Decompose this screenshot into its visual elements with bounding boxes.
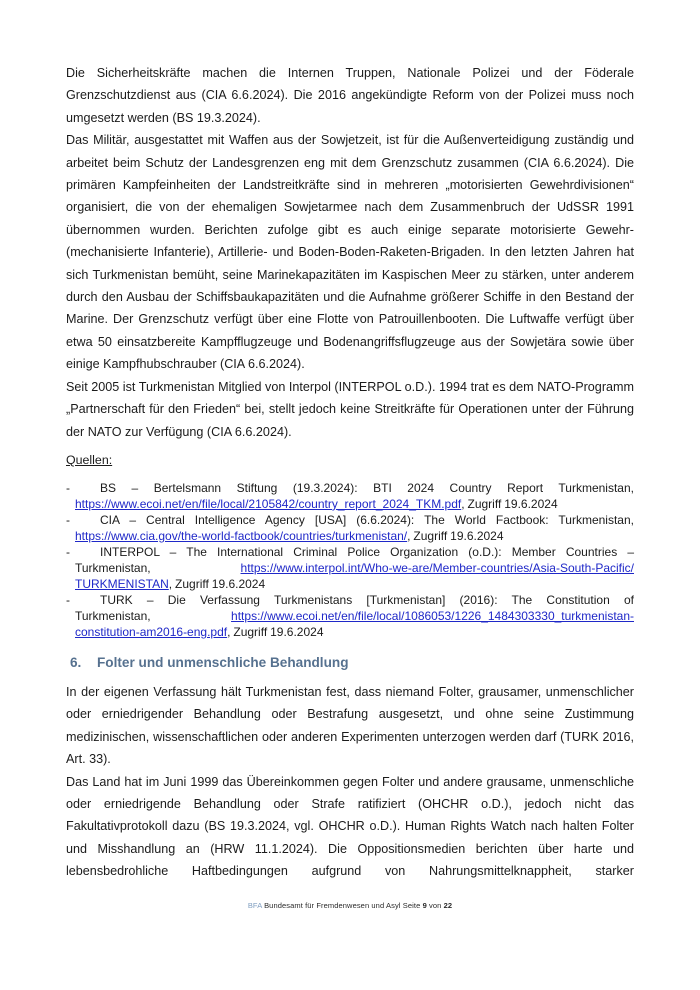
footer-brand-logo: BFA <box>247 901 262 910</box>
paragraph: Das Militär, ausgestattet mit Waffen aus der Sowjetzeit, ist für die Außenverteidigung zuständig und arbeitet beim Schutz der Landesgrenzen eng mit dem Grenzschutz zusammen (CIA 6.6.2024). Die primären Kampfeinheiten der Landstreitkräfte sind in mehreren „motorisierten Gewehrdivisionen“ organisiert, die von der ehemaligen Sowjetarmee nach dem Zusammenbruch der UdSSR 1991 übernommen wurden. Berichten zufolge gibt es auch einige separate motorisierte Gewehr- (mechanisierte Infanterie), Artillerie- und Boden-Boden-Raketen-Brigaden. In den letzten Jahren hat sich Turkmenistan bemüht, seine Marinekapazitäten im Kaspischen Meer zu stärken, unter anderem durch den Ausbau der Schiffsbaukapazitäten und die Aufnahme größerer Schiffe in den Bestand der Marine. Der Grenzschutz verfügt über eine Flotte von Patrouillenbooten. Die Luftwaffe verfügt über etwa 50 einsatzbereite Kampfflugzeuge und Bodenangriffsflugzeuge aus der Sowjetära sowie über einige Kampfhubschrauber (CIA 6.6.2024). <box>66 133 634 372</box>
source-line <box>66 512 634 528</box>
source-text: Turkmenistan, <box>75 608 232 623</box>
source-text: , Zugriff 19.6.2024 <box>168 576 266 591</box>
source-entry <box>66 592 634 640</box>
list-bullet: - <box>66 512 70 527</box>
footer-page-number: 9 <box>422 901 427 910</box>
source-link[interactable]: constitution-am2016-eng.pdf <box>75 624 228 639</box>
source-entry <box>66 512 634 544</box>
paragraph: Das Land hat im Juni 1999 das Übereinkommen gegen Folter und andere grausame, unmenschliche oder erniedrigende Behandlung oder Strafe ratifiziert (OHCHR o.D.), jedoch nicht das Fakultativprotokoll dazu (BS 19.3.2024, vgl. OHCHR o.D.). Human Rights Watch nach halten Folter und Misshandlung an (HRW 11.1.2024). Die Oppositionsmedien berichten über harte und lebensbedrohliche Haftbedingungen aufgrund von Nahrungsmittelknappheit, starker <box>66 774 634 879</box>
source-text: Turkmenistan, <box>75 560 241 575</box>
source-line <box>66 480 634 496</box>
section-heading <box>66 654 634 672</box>
source-link[interactable]: https://www.ecoi.net/en/file/local/1086053/1226_1484303330_turkmenistan- <box>231 608 634 623</box>
source-text: INTERPOL – The International Criminal Police Organization (o.D.): Member Countries – <box>100 544 634 559</box>
source-text: , Zugriff 19.6.2024 <box>227 624 324 639</box>
source-entry <box>66 480 634 512</box>
source-line <box>66 576 634 592</box>
paragraph: In der eigenen Verfassung hält Turkmenistan fest, dass niemand Folter, grausamer, unmenschlicher oder erniedrigender Behandlung oder Bestrafung ausgesetzt, und ohne seine Zustimmung medizinischen, wissenschaftlichen oder anderen Experimenten unterzogen werden darf (TURK 2016, Art. 33). <box>66 684 634 767</box>
source-line <box>66 592 634 608</box>
source-link[interactable]: https://www.ecoi.net/en/file/local/2105842/country_report_2024_TKM.pdf <box>75 496 462 511</box>
footer-page-total: 22 <box>443 901 453 910</box>
source-line <box>66 528 634 544</box>
paragraph: Seit 2005 ist Turkmenistan Mitglied von Interpol (INTERPOL o.D.). 1994 trat es dem NATO-Programm „Partnerschaft für den Frieden“ bei, stellt jedoch keine Streitkräfte für Operationen unter der Führung der NATO zur Verfügung (CIA 6.6.2024). <box>66 379 634 439</box>
source-text: BS – Bertelsmann Stiftung (19.3.2024): BTI 2024 Country Report Turkmenistan, <box>100 480 634 495</box>
source-line <box>66 544 634 560</box>
footer-page-label: Seite <box>402 901 421 910</box>
source-line <box>66 496 634 512</box>
source-line <box>66 624 634 640</box>
source-text: TURK – Die Verfassung Turkmenistans [Turkmenistan] (2016): The Constitution of <box>100 592 634 607</box>
list-bullet: - <box>66 480 70 495</box>
paragraphs-bottom <box>66 681 634 883</box>
source-link[interactable]: https://www.cia.gov/the-world-factbook/countries/turkmenistan/ <box>75 528 408 543</box>
section-number: 6. <box>70 654 82 670</box>
footer-of-label: von <box>429 901 442 910</box>
source-text: , Zugriff 19.6.2024 <box>461 496 558 511</box>
sources-list <box>66 480 634 640</box>
footer-org-name: Bundesamt für Fremdenwesen und Asyl <box>264 901 401 910</box>
list-bullet: - <box>66 592 70 607</box>
source-text: CIA – Central Intelligence Agency [USA] (6.6.2024): The World Factbook: Turkmenistan, <box>100 512 634 527</box>
source-line <box>66 608 634 624</box>
list-bullet: - <box>66 544 70 559</box>
source-entry <box>66 544 634 592</box>
source-link[interactable]: https://www.interpol.int/Who-we-are/Member-countries/Asia-South-Pacific/ <box>240 560 634 575</box>
section-title: Folter und unmenschliche Behandlung <box>97 654 349 670</box>
source-line <box>66 560 634 576</box>
paragraph: Die Sicherheitskräfte machen die Internen Truppen, Nationale Polizei und der Föderale Grenzschutzdienst aus (CIA 6.6.2024). Die 2016 angekündigte Reform von der Polizei muss noch umgesetzt werden (BS 19.3.2024). <box>66 66 634 125</box>
source-text: , Zugriff 19.6.2024 <box>407 528 504 543</box>
source-link[interactable]: TURKMENISTAN <box>75 576 169 591</box>
paragraphs-top <box>66 62 634 443</box>
page-footer <box>0 901 700 911</box>
page-content <box>66 62 634 883</box>
sources-label: Quellen: <box>66 452 113 467</box>
